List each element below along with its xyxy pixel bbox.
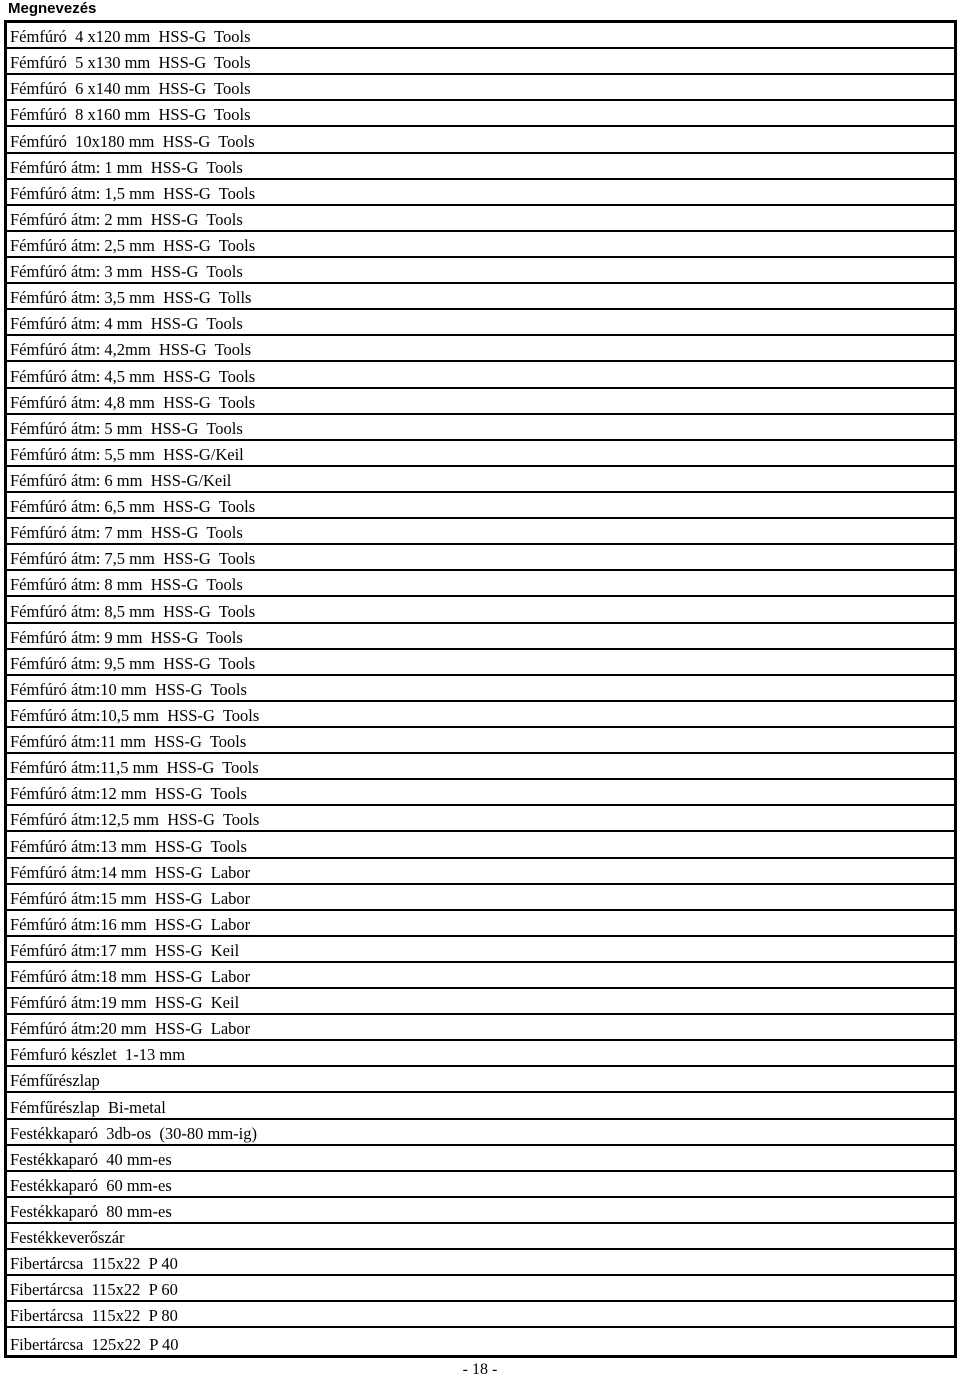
item-name: Fémfűrészlap Bi-metal [10,1097,166,1117]
item-name: Fémfúró átm:11,5 mm HSS-G Tools [10,758,259,778]
table-row [7,754,954,780]
item-name: Fémfúró átm:12 mm HSS-G Tools [10,784,247,804]
table-row [7,441,954,467]
table-row [7,101,954,127]
table-row [7,180,954,206]
item-name: Fémfúró átm:10,5 mm HSS-G Tools [10,705,260,725]
item-name: Fémfúró átm: 5 mm HSS-G Tools [10,418,243,438]
item-name: Fémfúró átm: 4,5 mm HSS-G Tools [10,366,256,386]
table-row [7,1041,954,1067]
table-row [7,389,954,415]
table-row [7,336,954,362]
item-name: Fibertárcsa 115x22 P 80 [10,1306,178,1326]
item-name: Fémfúró átm: 9 mm HSS-G Tools [10,627,243,647]
item-name: Fémfúró átm:13 mm HSS-G Tools [10,836,247,856]
item-table [4,20,957,1358]
table-row [7,493,954,519]
item-name: Fémfúró átm: 3,5 mm HSS-G Tolls [10,288,252,308]
item-name: Festékkaparó 80 mm-es [10,1202,172,1222]
item-name: Fémfúró átm:16 mm HSS-G Labor [10,914,251,934]
table-row [7,154,954,180]
table-row [7,1276,954,1302]
table-row [7,519,954,545]
table-row [7,467,954,493]
table-row [7,989,954,1015]
table-row [7,676,954,702]
column-header-megnevezes: Megnevezés [8,0,97,17]
item-name: Fibertárcsa 125x22 P 40 [10,1334,179,1354]
item-name: Festékkaparó 40 mm-es [10,1149,172,1169]
table-row [7,728,954,754]
item-name: Fibertárcsa 115x22 P 40 [10,1254,178,1274]
item-name: Fémfúró átm: 1 mm HSS-G Tools [10,157,243,177]
item-name: Fémfúró átm: 4,8 mm HSS-G Tools [10,392,256,412]
item-name: Fémfúró átm: 7,5 mm HSS-G Tools [10,549,256,569]
table-row [7,780,954,806]
item-name: Fémfúró átm: 5,5 mm HSS-G/Keil [10,444,244,464]
item-name: Fémfúró átm:10 mm HSS-G Tools [10,679,247,699]
table-row [7,1067,954,1093]
table-row [7,232,954,258]
table-row [7,127,954,153]
item-name: Fémfúró átm: 8 mm HSS-G Tools [10,575,243,595]
table-row [7,1172,954,1198]
item-name: Fémfúró átm: 2 mm HSS-G Tools [10,209,243,229]
item-name: Fémfúró átm: 9,5 mm HSS-G Tools [10,653,256,673]
item-name: Fémfúró átm:19 mm HSS-G Keil [10,993,240,1013]
item-name: Fémfúró átm: 6,5 mm HSS-G Tools [10,497,256,517]
item-name: Fémfúró átm:20 mm HSS-G Labor [10,1019,251,1039]
table-row [7,362,954,388]
item-name: Fémfúró átm: 8,5 mm HSS-G Tools [10,601,256,621]
table-row [7,650,954,676]
item-name: Fémfúró átm: 4,2mm HSS-G Tools [10,340,252,360]
table-row [7,545,954,571]
item-name: Fémfúró 4 x120 mm HSS-G Tools [10,27,251,47]
item-name: Fémfúró átm:12,5 mm HSS-G Tools [10,810,260,830]
table-row [7,206,954,232]
table-row [7,23,954,49]
table-row [7,1224,954,1250]
table-row [7,1328,954,1354]
table-row [7,258,954,284]
item-name: Fémfuró készlet 1-13 mm [10,1045,186,1065]
table-row [7,859,954,885]
table-row [7,624,954,650]
item-name: Fémfúró átm: 6 mm HSS-G/Keil [10,470,232,490]
page-number: - 18 - [462,1361,498,1378]
item-name: Fémfúró átm:15 mm HSS-G Labor [10,888,251,908]
table-row [7,832,954,858]
table-row [7,885,954,911]
table-row [7,75,954,101]
item-name: Fémfúró átm: 7 mm HSS-G Tools [10,523,243,543]
item-name: Festékkeverőszár [10,1228,125,1248]
table-row [7,1015,954,1041]
item-name: Fémfűrészlap [10,1071,100,1091]
table-row [7,1198,954,1224]
item-name: Fibertárcsa 115x22 P 60 [10,1280,178,1300]
table-row [7,597,954,623]
table-row [7,49,954,75]
table-row [7,415,954,441]
table-row [7,1093,954,1119]
table-row [7,284,954,310]
table-row [7,310,954,336]
item-name: Fémfúró 10x180 mm HSS-G Tools [10,131,255,151]
table-row [7,911,954,937]
item-name: Fémfúró 5 x130 mm HSS-G Tools [10,53,251,73]
item-name: Fémfúró átm: 3 mm HSS-G Tools [10,262,243,282]
item-name: Fémfúró 8 x160 mm HSS-G Tools [10,105,251,125]
table-row [7,1302,954,1328]
table-row [7,1146,954,1172]
table-row [7,806,954,832]
item-name: Fémfúró átm:18 mm HSS-G Labor [10,967,251,987]
table-row [7,963,954,989]
item-name: Festékkaparó 3db-os (30-80 mm-ig) [10,1123,257,1143]
item-name: Fémfúró átm:17 mm HSS-G Keil [10,940,240,960]
item-name: Fémfúró átm: 4 mm HSS-G Tools [10,314,243,334]
item-name: Fémfúró 6 x140 mm HSS-G Tools [10,79,251,99]
item-name: Festékkaparó 60 mm-es [10,1175,172,1195]
item-name: Fémfúró átm:11 mm HSS-G Tools [10,732,247,752]
item-name: Fémfúró átm: 2,5 mm HSS-G Tools [10,235,256,255]
table-row [7,937,954,963]
table-row [7,702,954,728]
item-name: Fémfúró átm:14 mm HSS-G Labor [10,862,251,882]
table-row [7,1250,954,1276]
item-name: Fémfúró átm: 1,5 mm HSS-G Tools [10,183,256,203]
table-row [7,1120,954,1146]
table-row [7,571,954,597]
